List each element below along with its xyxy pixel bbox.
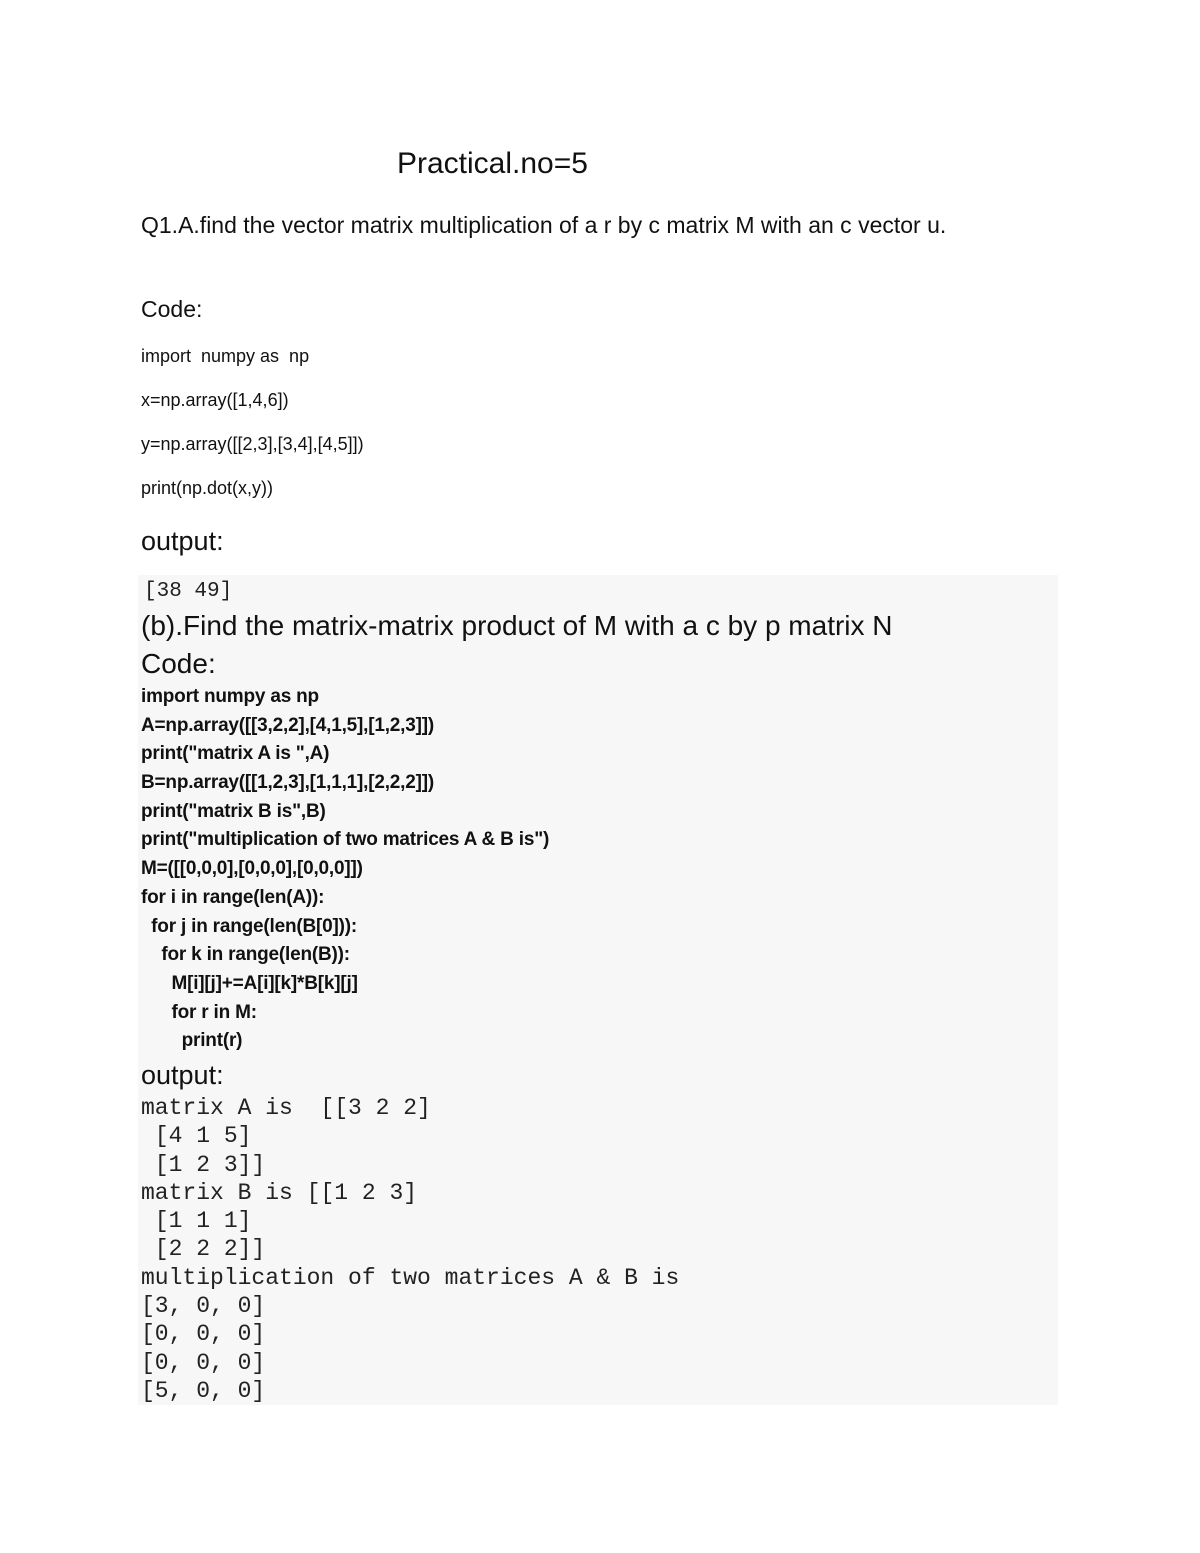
- output-line: [0, 0, 0]: [141, 1321, 266, 1348]
- output-line: [1 1 1]: [141, 1208, 252, 1235]
- code-line: print(r): [141, 1030, 243, 1052]
- code-line: A=np.array([[3,2,2],[4,1,5],[1,2,3]]): [141, 714, 435, 736]
- output-line: [4 1 5]: [141, 1123, 252, 1150]
- output-line: [3, 0, 0]: [141, 1293, 266, 1320]
- code-line: for r in M:: [141, 1001, 257, 1023]
- code-line: M[i][j]+=A[i][k]*B[k][j]: [141, 972, 358, 994]
- code-line: B=np.array([[1,2,3],[1,1,1],[2,2,2]]): [141, 772, 435, 794]
- code-line: import numpy as np: [141, 686, 319, 707]
- code-line: print(np.dot(x,y)): [141, 478, 274, 498]
- code-line: for i in range(len(A)):: [141, 886, 325, 908]
- code-line: for k in range(len(B)):: [141, 944, 350, 966]
- output-block-b: [141, 1094, 679, 1405]
- code-line: print("multiplication of two matrices A & B is"): [141, 829, 550, 851]
- code-line: import numpy as np: [141, 346, 310, 366]
- code-line: for j in range(len(B[0])):: [141, 915, 358, 937]
- code-line: print("matrix B is",B): [141, 800, 326, 822]
- output-line: [2 2 2]]: [141, 1236, 266, 1263]
- code-line: print("matrix A is ",A): [141, 743, 330, 765]
- code-block-b: [141, 683, 549, 1056]
- output-a: [38 49]: [144, 580, 233, 603]
- code-line: y=np.array([[2,3],[3,4],[4,5]]): [141, 434, 364, 454]
- code-block-a: [141, 344, 364, 520]
- output-line: matrix B is [[1 2 3]: [141, 1179, 418, 1206]
- output-label-b: output:: [141, 1060, 224, 1090]
- question-a: Q1.A.find the vector matrix multiplication of a r by c matrix M with an c vector u.: [141, 212, 947, 238]
- output-line: [1 2 3]]: [141, 1151, 266, 1178]
- question-b: (b).Find the matrix-matrix product of M with a c by p matrix N: [141, 610, 893, 641]
- output-line: matrix A is [[3 2 2]: [141, 1095, 431, 1121]
- code-label-a: Code:: [141, 296, 203, 322]
- output-line: [0, 0, 0]: [141, 1349, 266, 1376]
- output-line: [5, 0, 0]: [141, 1377, 266, 1404]
- code-label-b: Code:: [141, 648, 216, 679]
- code-line: M=([[0,0,0],[0,0,0],[0,0,0]]): [141, 858, 363, 880]
- output-line: multiplication of two matrices A & B is: [141, 1264, 680, 1291]
- code-line: x=np.array([1,4,6]): [141, 390, 289, 410]
- output-label-a: output:: [141, 526, 224, 556]
- page-title: Practical.no=5: [397, 147, 588, 180]
